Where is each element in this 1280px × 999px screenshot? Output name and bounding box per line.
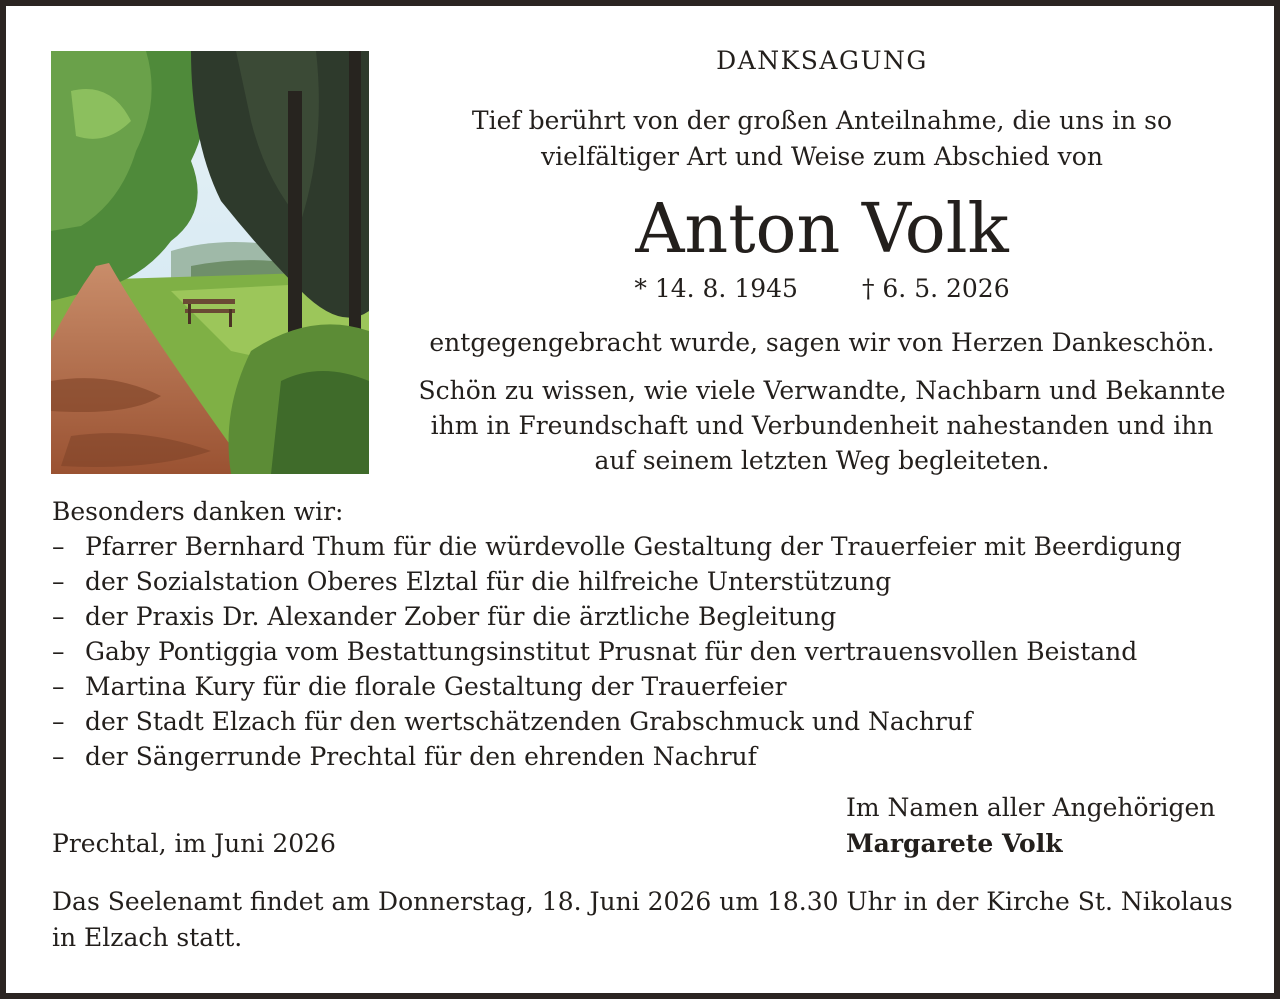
mass-line: in Elzach statt.	[52, 923, 243, 952]
dash-icon: –	[52, 742, 65, 771]
life-dates	[372, 271, 1272, 307]
heading: DANKSAGUNG	[716, 46, 928, 75]
comfort-line: ihm in Freundschaft und Verbundenheit nahestanden und ihn	[430, 411, 1214, 440]
deceased-name: Anton Volk	[635, 190, 1009, 269]
list-item: – der Praxis Dr. Alexander Zober für die ärztliche Begleitung	[52, 599, 1182, 634]
forest-path-illustration	[51, 51, 369, 474]
list-item: – der Stadt Elzach für den wertschätzenden Grabschmuck und Nachruf	[52, 704, 1182, 739]
mass-line: Das Seelenamt findet am Donnerstag, 18. Juni 2026 um 18.30 Uhr in der Kirche St. Nikolaus	[52, 887, 1233, 916]
dash-icon: –	[52, 567, 65, 596]
list-item: – Gaby Pontiggia vom Bestattungsinstitut Prusnat für den vertrauensvollen Beistand	[52, 634, 1182, 669]
signoff-line: Im Namen aller Angehörigen	[846, 793, 1216, 822]
list-item: – der Sängerrunde Prechtal für den ehrenden Nachruf	[52, 739, 1182, 774]
intro-text	[372, 103, 1272, 175]
dash-icon: –	[52, 637, 65, 666]
list-item: – Martina Kury für die florale Gestaltung der Trauerfeier	[52, 669, 1182, 704]
comfort-line: auf seinem letzten Weg begleiteten.	[594, 446, 1050, 475]
dash-icon: –	[52, 602, 65, 631]
comfort-text	[372, 373, 1272, 478]
dash-icon: –	[52, 707, 65, 736]
place-date: Prechtal, im Juni 2026	[52, 829, 336, 858]
list-item: – der Sozialstation Oberes Elztal für die hilfreiche Unterstützung	[52, 564, 1182, 599]
special-thanks-list	[52, 529, 1182, 774]
list-item: – Pfarrer Bernhard Thum für die würdevolle Gestaltung der Trauerfeier mit Beerdigung	[52, 529, 1182, 564]
special-thanks-title: Besonders danken wir:	[52, 497, 344, 526]
death-date: † 6. 5. 2026	[861, 274, 1010, 303]
mass-announcement	[52, 884, 1252, 956]
birth-date: * 14. 8. 1945	[634, 274, 798, 303]
thanks-line: entgegengebracht wurde, sagen wir von Herzen Dankeschön.	[429, 328, 1215, 357]
comfort-line: Schön zu wissen, wie viele Verwandte, Nachbarn und Bekannte	[418, 376, 1226, 405]
intro-line: vielfältiger Art und Weise zum Abschied von	[541, 142, 1103, 171]
dash-icon: –	[52, 532, 65, 561]
signoff-name: Margarete Volk	[846, 829, 1063, 858]
signoff	[846, 790, 1215, 862]
special-thanks	[52, 494, 1182, 774]
intro-line: Tief berührt von der großen Anteilnahme, die uns in so	[471, 106, 1173, 135]
forest-path-photo	[51, 51, 369, 474]
dash-icon: –	[52, 672, 65, 701]
